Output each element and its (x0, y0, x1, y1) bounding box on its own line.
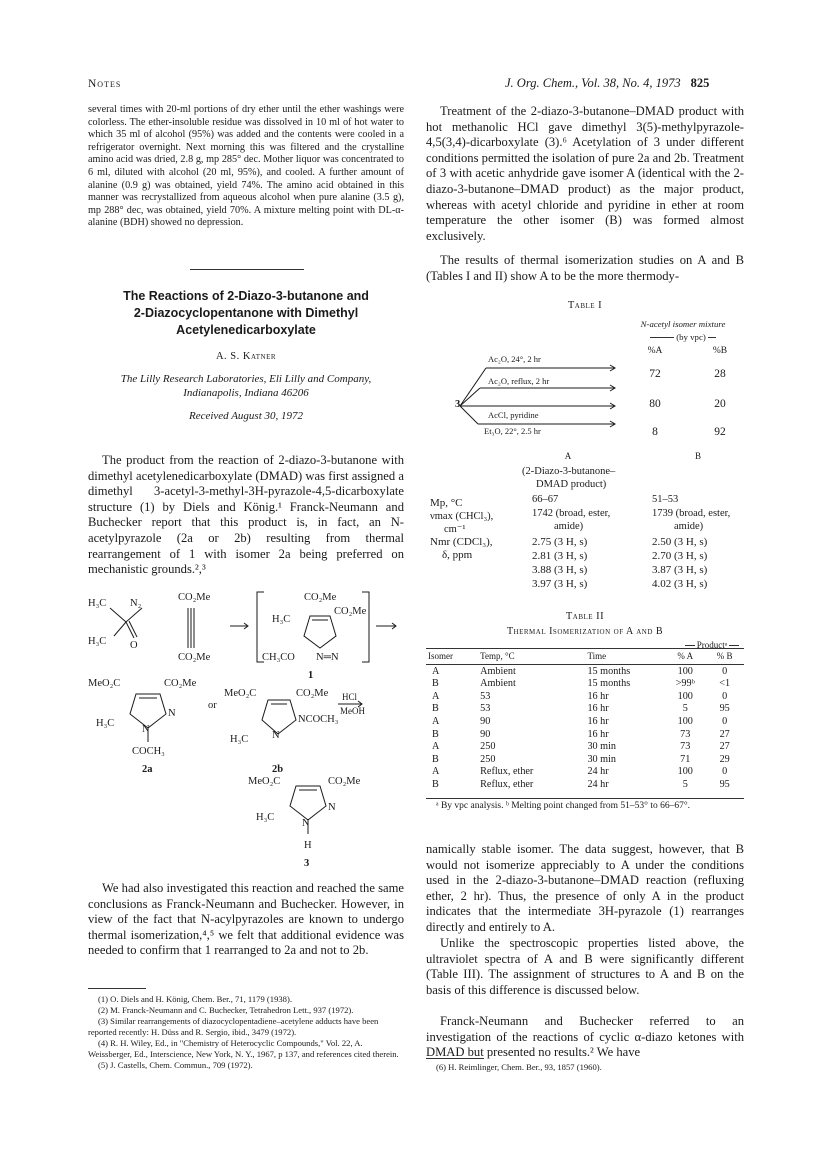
table-cell: 73 (680, 728, 691, 740)
nmr-b (652, 535, 707, 591)
table-cell: 73 (680, 741, 691, 753)
reagent-label: HCl (342, 692, 358, 702)
footnote: (3) Similar rearrangements of diazocyclopentadiene–acetylene adducts have been reported recently: H. Düss and R. Sergio, ibid., 3479 (1972). (88, 1016, 379, 1037)
table-cell: 90 (480, 715, 491, 727)
nmr-b-peak: 2.70 (3 H, s) (652, 550, 708, 562)
table-2-footnote: ᵃ By vpc analysis. ᵇ Melting point changed from 51–53° to 66–67°. (436, 801, 691, 811)
table-cell: B (432, 728, 439, 740)
props-head-a: A (564, 451, 572, 461)
table-cell: >99ᵇ (675, 678, 695, 690)
table-cell: 100 (677, 715, 693, 727)
scheme-label: H₃C (88, 598, 107, 609)
received-date: Received August 30, 1972 (188, 410, 304, 422)
scheme-label: CO₂Me (334, 606, 367, 617)
scheme-label: CO₂Me (178, 652, 211, 663)
by-vpc-label: (by vpc) (676, 332, 706, 342)
table-row (426, 779, 744, 792)
scheme-label: N (272, 730, 280, 741)
scheme-label: N (142, 724, 150, 735)
nmr-label-line: δ, ppm (442, 549, 473, 561)
experimental-paragraph: several times with 20-ml portions of dry ether until the ether washings were colorless. The ether-insoluble residue was dissolved in 10 ml of hot water to which 35 ml of alcohol (95%) was added and the contents were cooled in a refrigerator overnight. Next morning this was filtered and the crystalline amino acid was dried, 2.8 g, mp 285° dec. Mother liquor was concentrated to 6 ml, diluted with alcohol (20 ml, 95%), and cooled. A further amount of alanine (0.9 g) was obtained, yield 74%. The amino acid obtained in this manner was recrystallized from aqueous alcohol when pure alanine (3.5 g), mp 288° dec, was obtained, yield 70%. A mixture melting point with DL-α-alanine (BDH) showed no depression. (88, 104, 404, 229)
article-heading (88, 288, 404, 422)
table-cell: <1 (719, 678, 731, 690)
table-cell: 16 hr (587, 715, 609, 727)
table-cell: 0 (722, 766, 728, 778)
scheme-label: H (304, 840, 312, 851)
ir-label-line: cm⁻¹ (444, 524, 466, 535)
nmr-a-peak: 2.75 (3 H, s) (532, 536, 588, 548)
table-cell: 29 (719, 753, 730, 765)
reaction-scheme (84, 586, 414, 876)
ir-b-line: amide) (674, 521, 704, 532)
table-cell: Reflux, ether (480, 778, 534, 790)
table-cell: 16 hr (587, 690, 609, 702)
table-1-vpc-header (628, 332, 738, 342)
table-cell: 90 (480, 728, 491, 740)
table-row (426, 766, 744, 779)
table-cell: B (432, 753, 439, 765)
footnote-rule (426, 1058, 484, 1059)
table-2-top-rule (426, 648, 744, 649)
table-cell: 15 months (587, 665, 631, 677)
table-1-title: Table I (567, 300, 603, 311)
table-1-cell: 92 (714, 426, 726, 438)
table-cell: B (432, 678, 439, 690)
table-row (426, 691, 744, 704)
right-paragraph-1: Treatment of the 2-diazo-3-butanone–DMAD product with hot methanolic HCl gave dimethyl 3(5)-methylpyrazole-4,5(3,4)-dicarboxylate (3).⁶ Acetylation of 3 under different conditions permitted the isolation of pure 2a and 2b. Treatment of 3 with acetic anhydride gave isomer A (identical with the 2-diazo-3-butanone–DMAD product) as the major product, whereas with acetyl chloride and pyridine in ether at room temperature the other isomer (B) was formed almost exclusively. (426, 104, 744, 243)
mp-a: 66–67 (532, 494, 559, 505)
condition-label: AcCl, pyridine (488, 410, 539, 420)
product-header-label: Productᵃ (696, 640, 728, 650)
props-a-subtitle-line: DMAD product) (536, 479, 607, 490)
author: A. S. Katner (215, 351, 277, 362)
scheme-label: MeO₂C (88, 678, 121, 689)
table-cell: Reflux, ether (480, 766, 534, 778)
ir-label (430, 510, 493, 536)
scheme-label: CO₂Me (296, 688, 329, 699)
table-2-bottom-rule (426, 798, 744, 799)
table-2-header: Time (587, 651, 607, 661)
table-cell: Ambient (480, 678, 516, 690)
footnote-right: (6) H. Reimlinger, Chem. Ber., 93, 1857 (1960). (436, 1062, 602, 1072)
scheme-label: N₂ (130, 598, 142, 609)
table-cell: 95 (719, 703, 730, 715)
scheme-label: CO₂Me (164, 678, 197, 689)
props-a-subtitle-line: (2-Diazo-3-butanone– (522, 466, 616, 477)
scheme-label: N (328, 802, 336, 813)
table-row (426, 716, 744, 729)
table-2-title: Table II (565, 611, 605, 622)
table-cell: 250 (480, 753, 496, 765)
nmr-a-peak: 2.81 (3 H, s) (532, 550, 588, 562)
compound-number: 1 (308, 670, 314, 681)
nmr-a-peak: 3.88 (3 H, s) (532, 564, 588, 576)
scheme-label: H₃C (96, 718, 115, 729)
table-cell: 30 min (587, 753, 617, 765)
affiliation-line: The Lilly Research Laboratories, Eli Lilly and Company, (120, 373, 372, 385)
table-row (426, 678, 744, 691)
table-cell: 250 (480, 741, 496, 753)
nmr-label-line: Nmr (CDCl₃), (430, 536, 493, 548)
footnote: (1) O. Diels and H. König, Chem. Ber., 71, 1179 (1938). (98, 994, 292, 1004)
running-header-right (505, 76, 709, 91)
nmr-label (430, 536, 493, 562)
ir-b (652, 507, 730, 533)
table-1-cell: 72 (649, 368, 661, 380)
table-cell: A (432, 715, 440, 727)
table-cell: 5 (682, 703, 688, 715)
page-number: 825 (690, 76, 710, 90)
column-percent-b: %B (712, 346, 728, 356)
right-paragraph-2: The results of thermal isomerization studies on A and B (Tables I and II) show A to be the more thermody- (426, 253, 744, 283)
right-paragraph-3: namically stable isomer. The data suggest, however, that B would not isomerize appreciably to A under the conditions used in the 2-diazo-3-butanone–DMAD reaction (refluxing ether, 2 hr). Thus, the presence of only A in the product indicates that the intermediate 3H-pyrazole (1) rearranges directly and entirely to A. (426, 842, 744, 934)
compound-number: 3 (304, 858, 310, 869)
props-head-b: B (694, 451, 701, 461)
article-title-line: 2-Diazocyclopentanone with Dimethyl (133, 306, 359, 320)
scheme-label: MeO₂C (248, 776, 281, 787)
scheme-label: N (302, 818, 310, 829)
nmr-b-peak: 3.87 (3 H, s) (652, 564, 708, 576)
scheme-label: O (130, 640, 138, 651)
scheme-label: H₃C (256, 812, 275, 823)
table-cell: 27 (719, 741, 730, 753)
nmr-b-peak: 2.50 (3 H, s) (652, 536, 708, 548)
nmr-a (532, 535, 587, 591)
table-row (426, 703, 744, 716)
table-1-cell: 8 (652, 426, 658, 438)
scheme-label: CO₂Me (178, 592, 211, 603)
scheme-label: CO₂Me (328, 776, 361, 787)
table-cell: 30 min (587, 741, 617, 753)
table-2-subtitle: Thermal Isomerization of A and B (506, 626, 664, 637)
condition-label: Ac₂O, 24°, 2 hr (488, 354, 541, 364)
scheme-label: N═N (316, 652, 339, 663)
ir-a-line: 1742 (broad, ester, (532, 508, 611, 519)
table-1-mixture-header: N-acetyl isomer mixture (640, 319, 726, 329)
article-title-line: Acetylenedicarboxylate (176, 323, 316, 337)
scheme-label: MeO₂C (224, 688, 257, 699)
scheme-label: or (208, 700, 217, 711)
table-cell: 53 (480, 690, 491, 702)
investigation-paragraph: We had also investigated this reaction and reached the same conclusions as Franck-Neumann and Buchecker. However, in view of the fact that N-acylpyrazoles are known to undergo thermal isomerization,⁴,⁵ we felt that additional evidence was needed to confirm that 1 rearranged to 2a and not to 2b. (88, 881, 404, 958)
table-cell: 27 (719, 728, 730, 740)
footnote: (5) J. Castells, Chem. Commun., 709 (1972). (98, 1060, 253, 1070)
table-2-header: Temp, °C (480, 651, 515, 661)
right-paragraph-5: Franck-Neumann and Buchecker referred to an investigation of the reactions of cyclic α-diazo ketones with DMAD but presented no results.² We have (426, 1014, 744, 1060)
right-paragraph-4: Unlike the spectroscopic properties listed above, the ultraviolet spectra of A and B were significantly different (Table III). The assignment of structures to A and B on the basis of this difference is discussed below. (426, 936, 744, 997)
intro-paragraph: The product from the reaction of 2-diazo-3-butanone with dimethyl acetylenedicarboxylate (DMAD) was first assigned a dimethyl 3-acetyl-3-methyl-3H-pyrazole-4,5-dicarboxylate structure (1) by Diels and König.¹ Franck-Neumann and Buchecker report that this product is, in fact, an N-acetylpyrazole (2a or 2b) resulting from thermal rearrangement of 1 with isomer 2a being preferred on mechanistic grounds.²,³ (88, 453, 404, 577)
compound-number: 2b (272, 764, 284, 775)
footnote-rule (88, 988, 146, 989)
table-row (426, 666, 744, 679)
table-2-header: Isomer (428, 651, 453, 661)
table-cell: 100 (677, 690, 693, 702)
table-cell: 15 months (587, 678, 631, 690)
table-cell: Ambient (480, 665, 516, 677)
table-cell: 95 (719, 778, 730, 790)
table-row (426, 729, 744, 742)
section-divider (190, 269, 304, 270)
ir-b-line: 1739 (broad, ester, (652, 508, 731, 519)
compound-number: 2a (142, 764, 153, 775)
nmr-a-peak: 3.97 (3 H, s) (532, 578, 588, 590)
scheme-label: H₃C (272, 614, 291, 625)
props-a-subtitle (522, 465, 615, 491)
table-cell: A (432, 690, 440, 702)
table-cell: 100 (677, 665, 693, 677)
condition-label: Et₃O, 22°, 2.5 hr (484, 426, 541, 436)
scheme-label: N (168, 708, 176, 719)
table-cell: B (432, 703, 439, 715)
table-cell: 100 (677, 766, 693, 778)
table-row (426, 754, 744, 767)
article-title-line: The Reactions of 2-Diazo-3-butanone and (123, 289, 369, 303)
journal-citation: J. Org. Chem., Vol. 38, No. 4, 1973 (505, 76, 681, 90)
ir-a (532, 507, 610, 533)
table-cell: 24 hr (587, 766, 609, 778)
ir-label-line: νmax (CHCl₃), (430, 511, 494, 522)
affiliation-line: Indianapolis, Indiana 46206 (183, 387, 309, 399)
table-cell: 0 (722, 690, 728, 702)
table-cell: 24 hr (587, 778, 609, 790)
running-header-left: Notes (88, 78, 122, 90)
table-2-header: % B (716, 651, 733, 661)
starting-compound: 3 (455, 399, 461, 410)
table-2 (426, 650, 744, 792)
scheme-label: COCH₃ (132, 746, 165, 757)
table-cell: 53 (480, 703, 491, 715)
scheme-label: H₃C (230, 734, 249, 745)
table-cell: 16 hr (587, 703, 609, 715)
reagent-label: MeOH (340, 706, 365, 716)
table-cell: B (432, 778, 439, 790)
footnote: (2) M. Franck-Neumann and C. Buchecker, Tetrahedron Lett., 937 (1972). (98, 1005, 354, 1015)
table-1-cell: 80 (649, 398, 661, 410)
scheme-label: NCOCH₃ (298, 714, 339, 725)
table-cell: 16 hr (587, 728, 609, 740)
scheme-label: H₃C (88, 636, 107, 647)
table-cell: 0 (722, 715, 728, 727)
table-row (426, 741, 744, 754)
table-cell: 0 (722, 665, 728, 677)
table-cell: A (432, 741, 440, 753)
mp-label: Mp, °C (430, 497, 463, 509)
table-cell: A (432, 665, 440, 677)
table-cell: 71 (680, 753, 691, 765)
table-1-cell: 20 (714, 398, 726, 410)
nmr-b-peak: 4.02 (3 H, s) (652, 578, 708, 590)
condition-label: Ac₂O, reflux, 2 hr (488, 376, 550, 386)
table-cell: 5 (682, 778, 688, 790)
table-1-cell: 28 (714, 368, 726, 380)
table-cell: A (432, 766, 440, 778)
scheme-label: CH₃CO (262, 652, 295, 663)
scheme-label: CO₂Me (304, 592, 337, 603)
footnote: (4) R. H. Wiley, Ed., in "Chemistry of Heterocyclic Compounds," Vol. 22, A. Weissberger, Ed., Interscience, New York, N. Y., 1967, p 137, and references cited therein. (88, 1038, 399, 1059)
mp-b: 51–53 (652, 494, 679, 505)
footnotes-left (88, 994, 404, 1071)
table-2-header: % A (677, 651, 694, 661)
column-percent-a: %A (647, 346, 663, 356)
ir-a-line: amide) (554, 521, 584, 532)
